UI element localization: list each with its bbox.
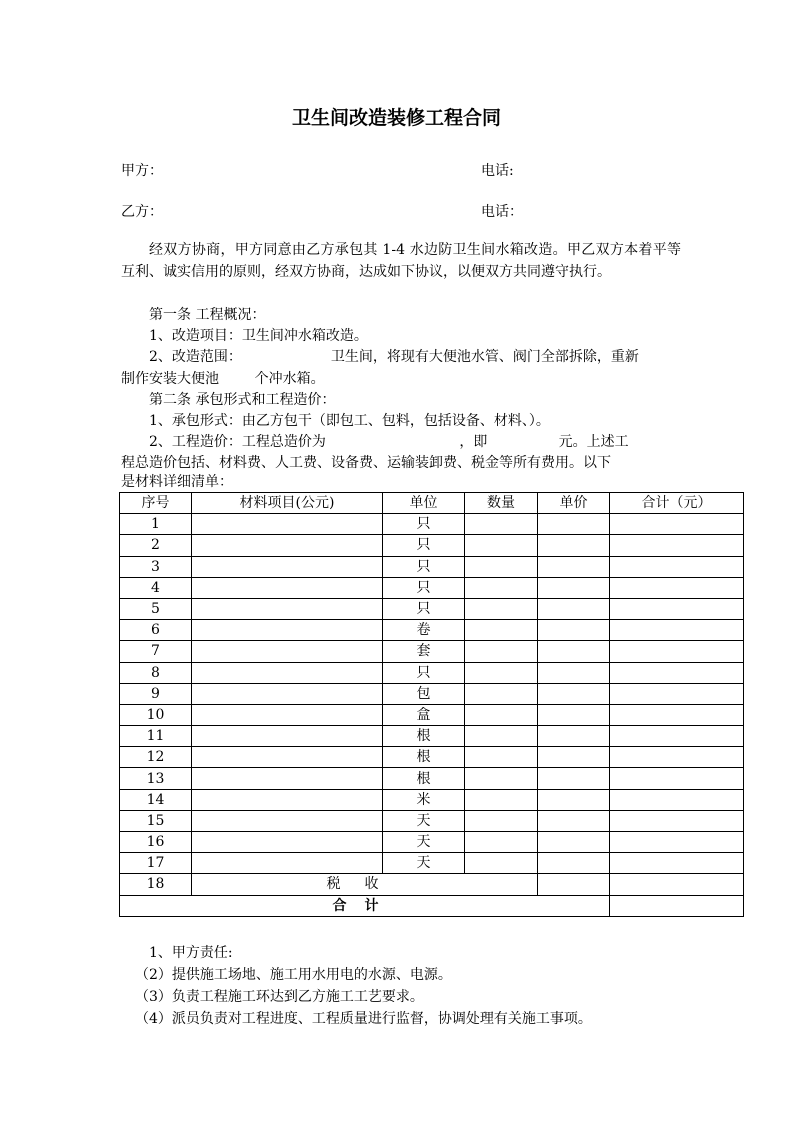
article1-heading: 第一条 工程概况： <box>149 307 266 323</box>
table-row <box>120 810 744 831</box>
table-row <box>120 726 744 747</box>
row-unit: 根 <box>383 768 465 789</box>
row-total <box>610 832 744 853</box>
row-no: 3 <box>120 556 192 577</box>
row-unit: 卷 <box>383 620 465 641</box>
row-price <box>538 853 610 874</box>
tax-row-label: 税收 <box>192 874 538 895</box>
row-qty <box>465 853 538 874</box>
row-no: 17 <box>120 853 192 874</box>
row-item <box>192 662 383 683</box>
row-no: 5 <box>120 598 192 619</box>
row-item <box>192 577 383 598</box>
row-total <box>610 683 744 704</box>
row-no: 14 <box>120 789 192 810</box>
duty-item: （3）负责工程施工环达到乙方施工工艺要求。 <box>135 989 424 1005</box>
article2-item2-cont2: 是材料详细清单： <box>121 474 233 490</box>
row-qty <box>465 577 538 598</box>
header-total: 合计（元） <box>610 493 744 514</box>
row-unit: 只 <box>383 662 465 683</box>
row-item <box>192 853 383 874</box>
row-total <box>610 620 744 641</box>
row-no: 7 <box>120 641 192 662</box>
row-item <box>192 683 383 704</box>
article2-item1: 1、承包形式：由乙方包干（即包工、包料，包括设备、材料、）。 <box>149 413 550 429</box>
row-price <box>538 662 610 683</box>
row-price <box>538 598 610 619</box>
table-row <box>120 514 744 535</box>
row-price <box>538 768 610 789</box>
row-total <box>610 556 744 577</box>
party-a-label: 甲方： <box>121 163 163 179</box>
header-price: 单价 <box>538 493 610 514</box>
document-title: 卫生间改造装修工程合同 <box>291 107 501 129</box>
row-unit: 根 <box>383 747 465 768</box>
row-unit: 只 <box>383 535 465 556</box>
row-qty <box>465 768 538 789</box>
row-no: 12 <box>120 747 192 768</box>
table-row <box>120 662 744 683</box>
row-item <box>192 598 383 619</box>
row-item <box>192 810 383 831</box>
row-total <box>610 768 744 789</box>
table-row <box>120 832 744 853</box>
table-row <box>120 747 744 768</box>
row-qty <box>465 789 538 810</box>
party-a-phone-label: 电话: <box>481 163 514 179</box>
party-b-phone-label: 电话： <box>481 204 523 220</box>
row-qty <box>465 747 538 768</box>
row-qty <box>465 832 538 853</box>
row-price <box>538 577 610 598</box>
row-item <box>192 641 383 662</box>
table-row <box>120 853 744 874</box>
row-no: 8 <box>120 662 192 683</box>
article1-item1: 1、改造项目：卫生间冲水箱改造。 <box>149 328 368 344</box>
row-qty <box>465 535 538 556</box>
materials-table <box>119 492 744 917</box>
row-price <box>538 810 610 831</box>
tax-row-price <box>538 874 610 895</box>
row-price <box>538 556 610 577</box>
table-row <box>120 683 744 704</box>
row-price <box>538 535 610 556</box>
table-row <box>120 641 744 662</box>
tax-row <box>120 874 744 895</box>
row-item <box>192 514 383 535</box>
row-qty <box>465 556 538 577</box>
row-item <box>192 747 383 768</box>
row-no: 16 <box>120 832 192 853</box>
party-b-row <box>121 201 681 221</box>
table-row <box>120 789 744 810</box>
total-row-amount <box>610 895 744 916</box>
party-a-row <box>121 160 681 180</box>
row-qty <box>465 662 538 683</box>
row-no: 9 <box>120 683 192 704</box>
row-total <box>610 704 744 725</box>
row-total <box>610 535 744 556</box>
row-price <box>538 832 610 853</box>
row-unit: 包 <box>383 683 465 704</box>
row-price <box>538 620 610 641</box>
article1-item2: 2、改造范围： 卫生间，将现有大便池水管、阀门全部拆除，重新 <box>149 349 639 365</box>
row-no: 15 <box>120 810 192 831</box>
row-price <box>538 514 610 535</box>
row-price <box>538 683 610 704</box>
table-row <box>120 598 744 619</box>
duty-item: （4）派员负责对工程进度、工程质量进行监督，协调处理有关施工事项。 <box>135 1011 592 1027</box>
table-row <box>120 535 744 556</box>
article2-item2-cont: 程总造价包括、材料费、人工费、设备费、运输装卸费、税金等所有费用。以下 <box>121 455 611 471</box>
row-total <box>610 726 744 747</box>
duties-section <box>121 942 721 1030</box>
row-unit: 天 <box>383 853 465 874</box>
row-qty <box>465 810 538 831</box>
row-total <box>610 577 744 598</box>
row-qty <box>465 514 538 535</box>
row-total <box>610 853 744 874</box>
row-unit: 只 <box>383 556 465 577</box>
header-no: 序号 <box>120 493 192 514</box>
row-no: 1 <box>120 514 192 535</box>
row-item <box>192 535 383 556</box>
row-qty <box>465 620 538 641</box>
tax-row-no: 18 <box>120 874 192 895</box>
table-row <box>120 704 744 725</box>
row-unit: 根 <box>383 726 465 747</box>
total-row <box>120 895 744 916</box>
row-total <box>610 598 744 619</box>
row-qty <box>465 704 538 725</box>
party-b-label: 乙方： <box>121 204 163 220</box>
row-unit: 米 <box>383 789 465 810</box>
header-unit: 单位 <box>383 493 465 514</box>
row-total <box>610 641 744 662</box>
total-row-label: 合计 <box>120 895 610 916</box>
row-price <box>538 789 610 810</box>
row-unit: 天 <box>383 832 465 853</box>
row-price <box>538 641 610 662</box>
row-unit: 只 <box>383 598 465 619</box>
row-total <box>610 514 744 535</box>
table-row <box>120 577 744 598</box>
row-unit: 只 <box>383 514 465 535</box>
row-qty <box>465 683 538 704</box>
row-price <box>538 726 610 747</box>
row-item <box>192 704 383 725</box>
row-unit: 套 <box>383 641 465 662</box>
row-price <box>538 704 610 725</box>
table-row <box>120 556 744 577</box>
row-no: 11 <box>120 726 192 747</box>
row-item <box>192 832 383 853</box>
row-qty <box>465 726 538 747</box>
duties-heading: 1、甲方责任: <box>149 945 233 961</box>
row-item <box>192 556 383 577</box>
tax-row-total <box>610 874 744 895</box>
row-item <box>192 620 383 641</box>
table-header-row <box>120 493 744 514</box>
row-price <box>538 747 610 768</box>
article2-heading: 第二条 承包形式和工程造价： <box>149 392 336 408</box>
article2-item2: 2、工程造价：工程总造价为 ，即 元。上述工 <box>149 434 629 450</box>
table-row <box>120 768 744 789</box>
row-total <box>610 810 744 831</box>
intro-paragraph: 经双方协商，甲方同意由乙方承包其 1-4 水边防卫生间水箱改造。甲乙双方本着平等互利、诚实信用的原则，经双方协商，达成如下协议，以便双方共同遵守执行。 <box>121 242 681 280</box>
table-body <box>120 514 744 874</box>
row-no: 10 <box>120 704 192 725</box>
row-total <box>610 789 744 810</box>
table-row <box>120 620 744 641</box>
article1-item2-cont: 制作安装大便池 个冲水箱。 <box>121 371 325 387</box>
row-total <box>610 662 744 683</box>
row-unit: 天 <box>383 810 465 831</box>
row-qty <box>465 641 538 662</box>
row-item <box>192 789 383 810</box>
row-no: 13 <box>120 768 192 789</box>
row-item <box>192 726 383 747</box>
row-no: 6 <box>120 620 192 641</box>
row-total <box>610 747 744 768</box>
row-unit: 盒 <box>383 704 465 725</box>
header-qty: 数量 <box>465 493 538 514</box>
row-unit: 只 <box>383 577 465 598</box>
row-no: 2 <box>120 535 192 556</box>
row-no: 4 <box>120 577 192 598</box>
duty-item: （2）提供施工场地、施工用水用电的水源、电源。 <box>135 967 452 983</box>
row-item <box>192 768 383 789</box>
header-item: 材料项目(公元) <box>192 493 383 514</box>
row-qty <box>465 598 538 619</box>
